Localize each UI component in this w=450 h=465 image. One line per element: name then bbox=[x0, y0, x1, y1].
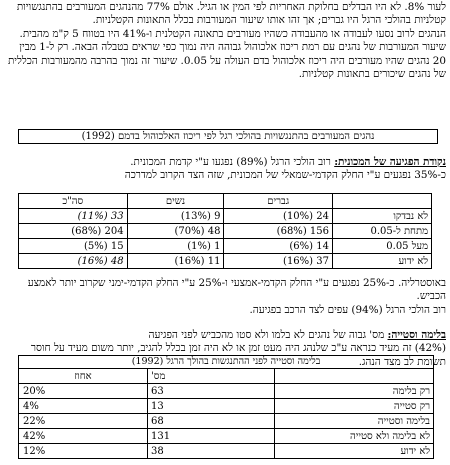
braking-table-cell-count: 38 bbox=[148, 444, 275, 459]
braking-table-header-percent: אחוז bbox=[19, 369, 148, 384]
braking-heading: בלימה וסטייה: bbox=[387, 329, 446, 341]
alcohol-table-row bbox=[19, 239, 432, 254]
impact-point-text-1: רוב הולכי הרגל (89%) נפגעו ע"י קדמת המכונית. bbox=[130, 156, 331, 168]
braking-table-cell-count: 68 bbox=[148, 414, 275, 429]
alcohol-table-cell-women: 9 (13%) bbox=[127, 209, 224, 224]
braking-table-caption: בלימה וסטייה לפני ההתנגשות בהולך הרגל (1992) bbox=[19, 356, 434, 369]
braking-table bbox=[18, 355, 434, 459]
braking-text-2: (42%) זה מעיד כנראה ע"כ שלנהג היה מעט זמן או לא היה זמן בכלל להגיב, יותר משום מעיד על חוסר תשומת לב מצד הנהג. bbox=[30, 342, 446, 368]
braking-table-header-row bbox=[19, 369, 434, 384]
braking-table-header-count: מס' bbox=[148, 369, 275, 384]
braking-table-cell-percent: 42% bbox=[19, 429, 148, 444]
braking-table-cell-percent: 22% bbox=[19, 414, 148, 429]
alcohol-table-header-total: סה"כ bbox=[19, 194, 128, 209]
braking-table-cell-count: 131 bbox=[148, 429, 275, 444]
intro-paragraph-2: הנהגים לרוב נסעו לעבודה או מהעבודה כשהיו מעורבים בתאונה הקטלנית ו-41% היו בטווח 5 ק"מ מהבית. bbox=[19, 27, 446, 40]
alcohol-table-cell-total: 48 (16%) bbox=[19, 254, 128, 269]
alcohol-table-cell-total: 33 (11%) bbox=[19, 209, 128, 224]
impact-continuation-paragraph-2: רוב הולכי הרגל (94%) עפים לצד הרכב בפגיעה. bbox=[249, 303, 446, 316]
braking-table-row bbox=[19, 384, 434, 399]
braking-table-cell-percent: 20% bbox=[19, 384, 148, 399]
alcohol-table-row bbox=[19, 254, 432, 269]
impact-point-paragraph bbox=[4, 156, 446, 169]
braking-table-row bbox=[19, 399, 434, 414]
braking-text-1: מס' גבוה של נהגים לא בלמו ולא סטו מהכביש לפני הפגיעה bbox=[148, 329, 385, 341]
braking-table-row-label: לא ידוע bbox=[275, 444, 434, 459]
braking-table-row-label: בלימה וסטייה bbox=[275, 414, 434, 429]
alcohol-table-row-label: לא נבדקו bbox=[333, 209, 432, 224]
alcohol-table-header-men: גברים bbox=[224, 194, 333, 209]
braking-table-cell-count: 13 bbox=[148, 399, 275, 414]
alcohol-table-cell-total: 15 (5%) bbox=[19, 239, 128, 254]
alcohol-table-cell-women: 1 (1%) bbox=[127, 239, 224, 254]
alcohol-table-cell-men: 37 (16%) bbox=[224, 254, 333, 269]
braking-table-row-label: רק בלימה bbox=[275, 384, 434, 399]
braking-table-row-label: רק סטייה bbox=[275, 399, 434, 414]
alcohol-table-cell-men: 156 (68%) bbox=[224, 224, 333, 239]
impact-continuation-section bbox=[4, 277, 446, 317]
braking-table-cell-percent: 12% bbox=[19, 444, 148, 459]
braking-table-caption-row bbox=[19, 356, 434, 369]
alcohol-table-header-women: נשים bbox=[127, 194, 224, 209]
alcohol-table-row-label: מעל 0.05 bbox=[333, 239, 432, 254]
impact-point-text-2: כ-35% נפגעים ע"י החלק הקדמי-שמאלי של המכונית, שזה הצד הקרוב למדרכה bbox=[124, 169, 446, 182]
alcohol-table-caption: נהגים המעורבים בהתנגשויות בהולכי רגל לפי ריכוז האלכוהול בדמם (1992) bbox=[18, 129, 438, 144]
impact-point-heading: נקודת הפגיעה של המכונית: bbox=[334, 156, 446, 168]
impact-point-section bbox=[4, 156, 446, 183]
alcohol-table-row-label: לא ידוע bbox=[333, 254, 432, 269]
alcohol-table-header-row bbox=[19, 194, 432, 209]
braking-paragraph bbox=[4, 329, 446, 342]
alcohol-table-row bbox=[19, 209, 432, 224]
impact-continuation-paragraph-1: באוסטרליה. כ-25% נפגעים ע"י החלק הקדמי-אמצעי ו-25% ע"י החלק הקדמי-ימני שקרוב יותר לאמצע הכביש. bbox=[27, 277, 446, 303]
intro-paragraph-1: לעור 8%. לא היו הבדלים בחלוקת האחריות לפי המין או הגיל. אולם 77% מהנהגים המעורבים בהתנגשויות קטלניות בהולכי הרגל היו גברים; אך זהו אותו שיעור המעורבות בכלל התאונות הקטלניות. bbox=[16, 1, 446, 27]
alcohol-table-header-corner bbox=[333, 194, 432, 209]
alcohol-table-cell-total: 204 (68%) bbox=[19, 224, 128, 239]
intro-paragraph-3: שיעור המעורבות של נהגים עם רמת ריכוז אלכוהול גבוהה היה נמוך כפי שראים בטבלה הבאה. רק ל-1 מבין 20 נהגים שהיו מעורבים היה ריכוז אלכוהול בדם העולה על 0.05. שיעור זה נמוך בהרבה מהמעורבות הכללית של נהגים שיכורים בתאונות קטלניות. bbox=[7, 41, 446, 81]
intro-section bbox=[4, 1, 446, 81]
braking-table-header-corner bbox=[275, 369, 434, 384]
alcohol-table-cell-men: 24 (10%) bbox=[224, 209, 333, 224]
braking-table-cell-percent: 4% bbox=[19, 399, 148, 414]
alcohol-table-cell-women: 48 (70%) bbox=[127, 224, 224, 239]
braking-table-row bbox=[19, 444, 434, 459]
braking-table-row bbox=[19, 414, 434, 429]
document-page bbox=[4, 0, 446, 465]
alcohol-table-cell-men: 14 (6%) bbox=[224, 239, 333, 254]
braking-table-row-label: לא בלימה ולא סטייה bbox=[275, 429, 434, 444]
braking-table-cell-count: 63 bbox=[148, 384, 275, 399]
alcohol-table-cell-women: 11 (16%) bbox=[127, 254, 224, 269]
alcohol-table-row-label: מתחת ל-0.05 bbox=[333, 224, 432, 239]
alcohol-table-row bbox=[19, 224, 432, 239]
alcohol-table bbox=[18, 193, 432, 269]
braking-table-row bbox=[19, 429, 434, 444]
